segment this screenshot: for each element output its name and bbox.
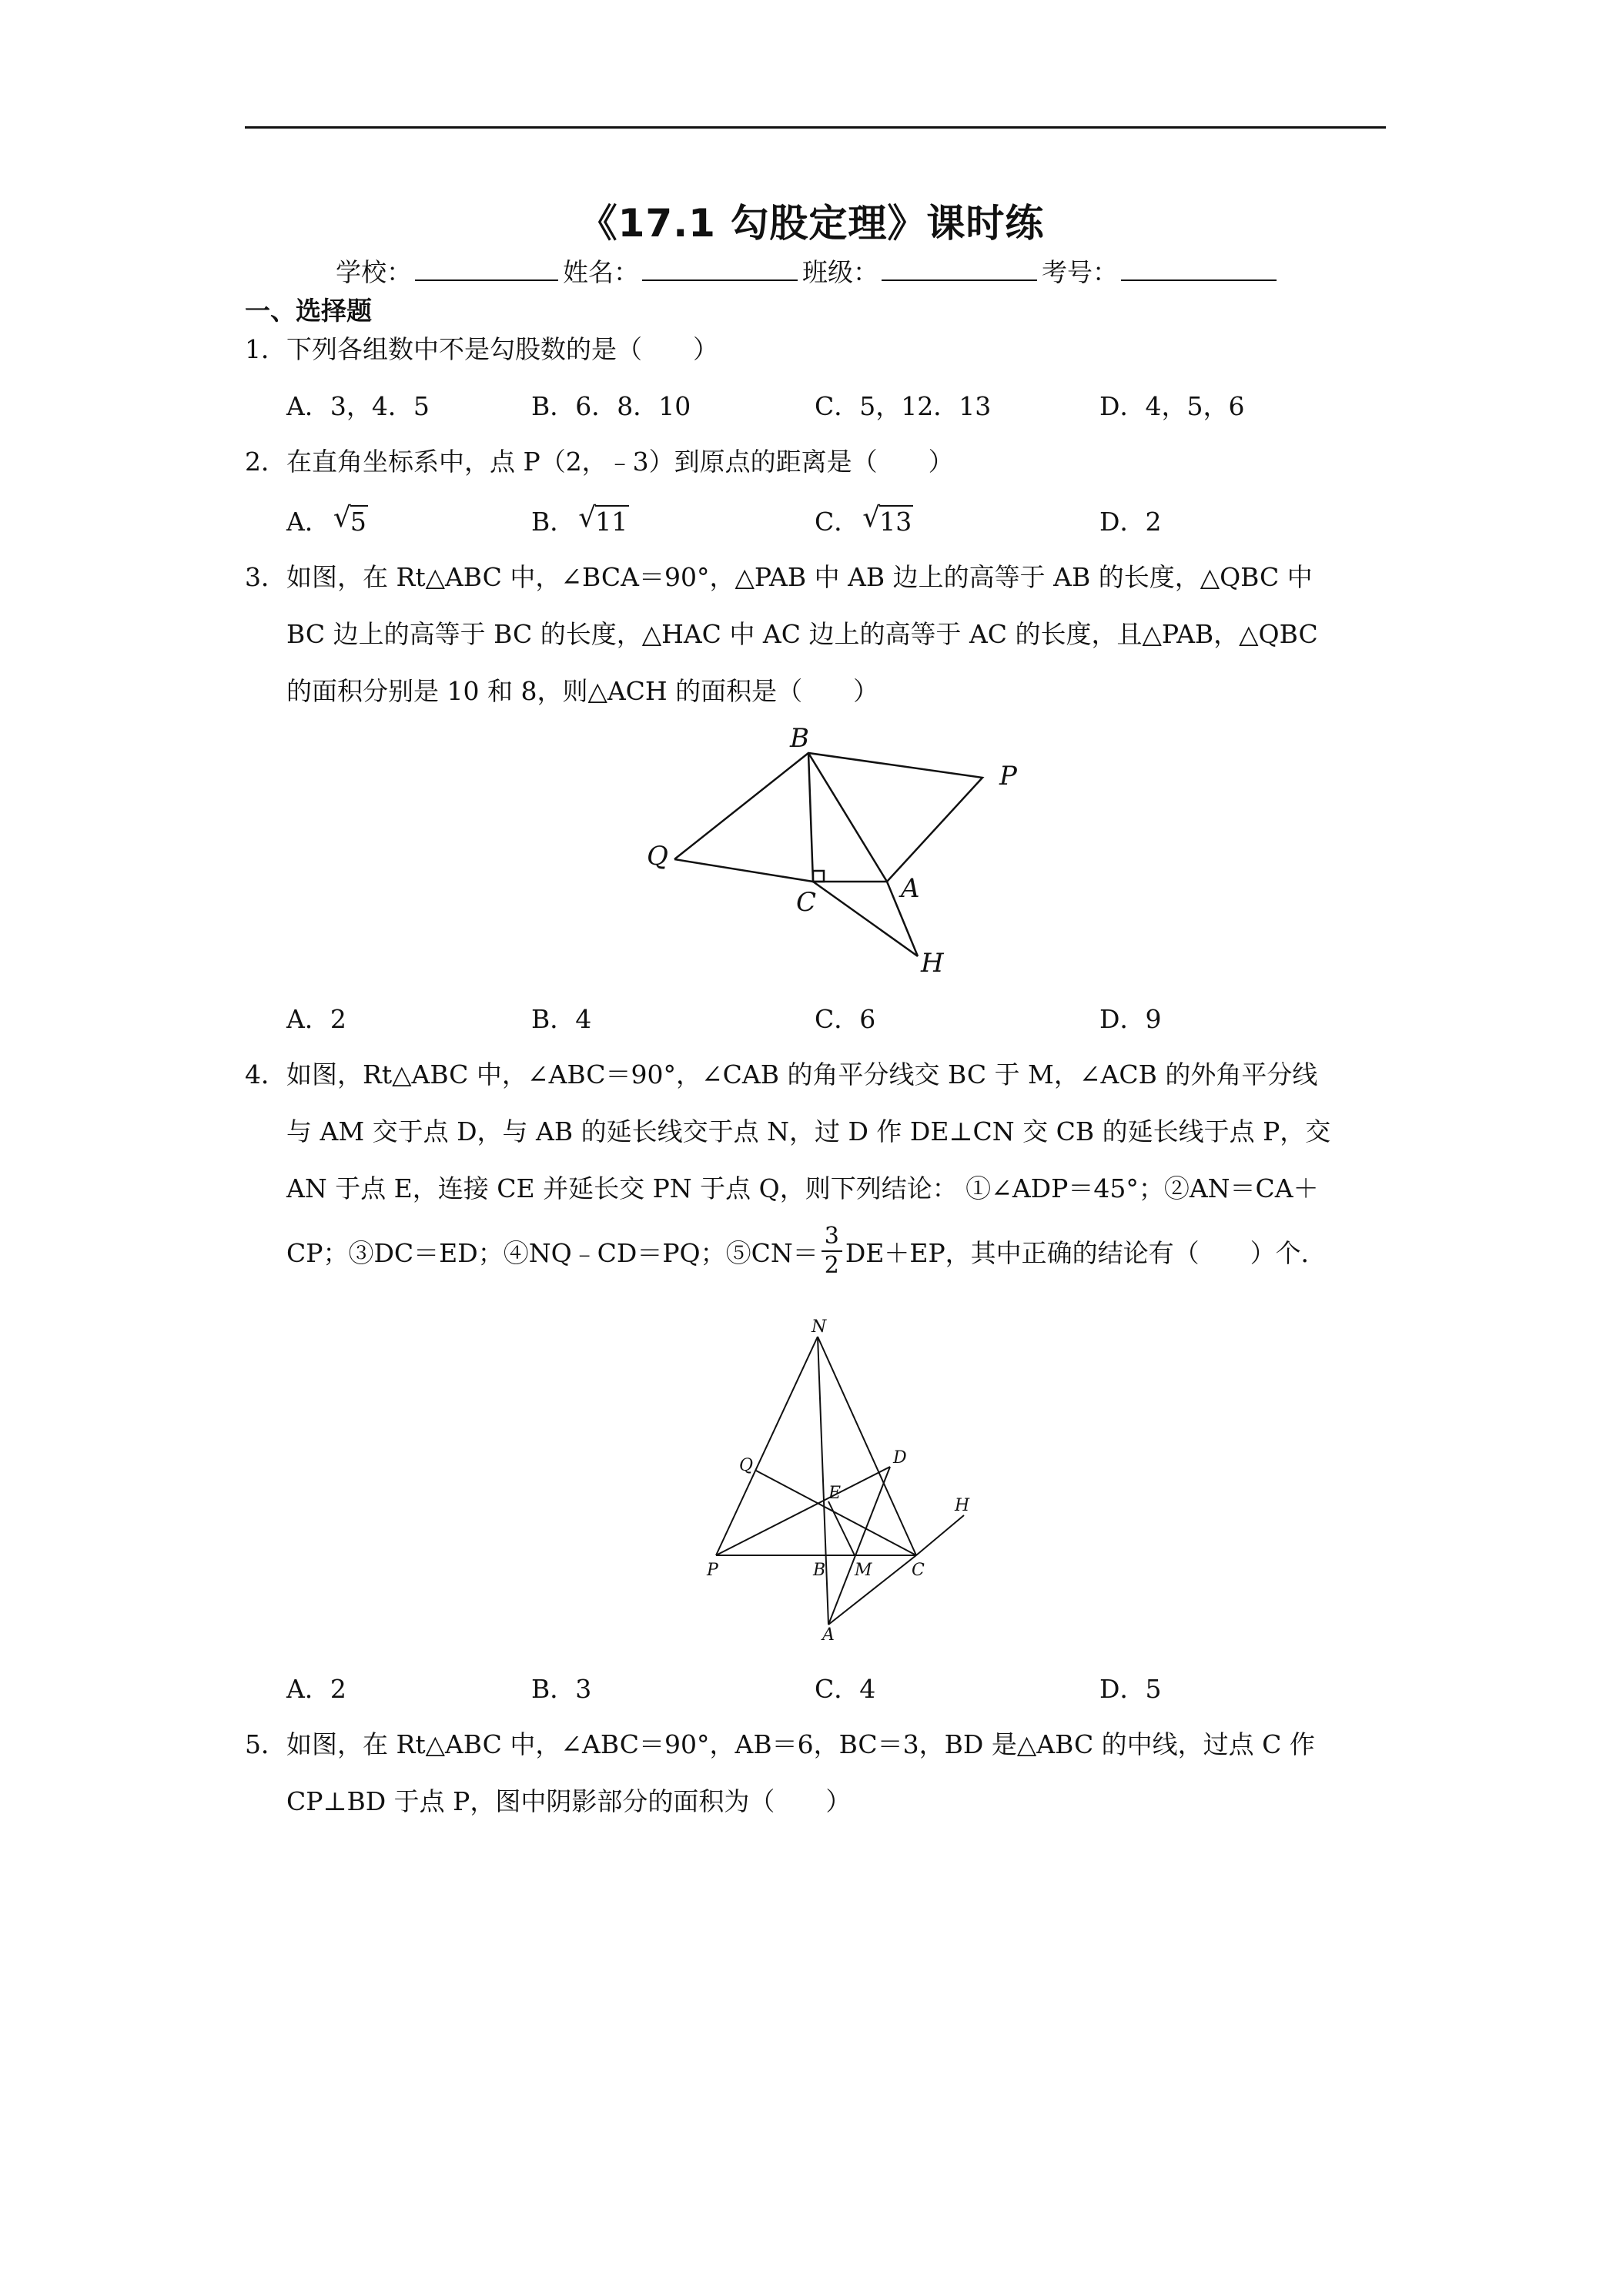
sqrt-expression: √ 13 (862, 502, 912, 537)
question-1-option-d: D．4，5，6 (1099, 391, 1245, 421)
figure-label: E (828, 1484, 842, 1503)
question-3-option-b: B．4 (531, 1004, 592, 1034)
question-4-option-a: A．2 (286, 1674, 346, 1704)
figure-label: D (893, 1448, 907, 1468)
question-2-option-a (286, 502, 366, 538)
figure-label: H (921, 948, 944, 979)
question-1-text: 1．下列各组数中不是勾股数的是（ ） (245, 334, 718, 364)
school-blank (415, 258, 558, 281)
question-4-option-c: C．4 (815, 1674, 876, 1704)
figure-label: A (901, 873, 920, 904)
question-5-line-1: 5．如图，在 Rt△ABC 中，∠ABC＝90°，AB＝6，BC＝3，BD 是△ABC 的中线，过点 C 作 (245, 1729, 1315, 1759)
sqrt-expression: √ 11 (578, 502, 628, 537)
line-text: CP；③DC＝ED；④NQ﹣CD＝PQ；⑤CN＝ (286, 1237, 818, 1268)
figure-label: Q (739, 1456, 754, 1475)
option-letter: C． (815, 507, 860, 537)
figure-label: P (999, 761, 1017, 792)
figure-label: C (912, 1561, 925, 1580)
school-label: 学校： (336, 257, 412, 287)
question-4-option-d: D．5 (1099, 1674, 1162, 1704)
question-3-line-1: 3．如图，在 Rt△ABC 中，∠BCA＝90°，△PAB 中 AB 边上的高等于 AB 的长度，△QBC 中 (245, 562, 1313, 592)
question-4-figure (693, 1317, 986, 1645)
question-3-option-a: A．2 (286, 1004, 346, 1034)
question-2-option-d: D．2 (1099, 507, 1162, 537)
figure-label: C (796, 887, 817, 918)
exam-no-blank (1121, 258, 1277, 281)
question-5-line-2: CP⊥BD 于点 P，图中阴影部分的面积为（ ） (286, 1786, 852, 1816)
figure-label: Q (647, 841, 668, 872)
header-rule (245, 126, 1386, 129)
question-2-option-c (815, 502, 912, 538)
fraction-denominator: 2 (824, 1252, 839, 1279)
question-4-line-2: 与 AM 交于点 D，与 AB 的延长线交于点 N，过 D 作 DE⊥CN 交 CB 的延长线于点 P，交 (286, 1116, 1331, 1146)
question-4-line-4 (286, 1223, 1327, 1280)
section-title: 一、选择题 (245, 296, 372, 326)
question-3-option-c: C．6 (815, 1004, 876, 1034)
option-letter: B． (531, 507, 576, 537)
question-1-option-a: A．3，4．5 (286, 391, 430, 421)
question-4-line-3: AN 于点 E，连接 CE 并延长交 PN 于点 Q，则下列结论： ①∠ADP＝45°；②AN＝CA＋ (286, 1173, 1319, 1203)
line-text: DE＋EP，其中正确的结论有（ ）个． (845, 1237, 1327, 1268)
fraction-numerator: 3 (822, 1223, 842, 1252)
figure-label: A (822, 1625, 835, 1645)
sqrt-value: 5 (350, 507, 366, 537)
name-label: 姓名： (563, 257, 639, 287)
sqrt-expression: √ 5 (333, 502, 366, 537)
sqrt-value: 13 (879, 507, 912, 537)
question-3-figure (639, 724, 1039, 986)
name-blank (642, 258, 798, 281)
question-4-option-b: B．3 (531, 1674, 592, 1704)
page-title: 《17.1 勾股定理》课时练 (578, 201, 1045, 246)
figure-label: P (707, 1561, 718, 1580)
figure-label: B (790, 723, 809, 754)
question-2-text: 2．在直角坐标系中，点 P（2，﹣3）到原点的距离是（ ） (245, 447, 954, 477)
figure-label: N (812, 1317, 827, 1337)
question-3-line-2: BC 边上的高等于 BC 的长度，△HAC 中 AC 边上的高等于 AC 的长度，且△PAB，△QBC (286, 619, 1318, 649)
class-label: 班级： (802, 257, 878, 287)
figure-label: M (855, 1561, 872, 1580)
question-1-option-b: B．6．8．10 (531, 391, 691, 421)
class-blank (882, 258, 1037, 281)
exam-no-label: 考号： (1042, 257, 1118, 287)
figure-label: H (955, 1496, 970, 1515)
question-3-line-3: 的面积分别是 10 和 8，则△ACH 的面积是（ ） (286, 676, 879, 706)
question-2-option-b (531, 502, 627, 538)
figure-label: B (813, 1561, 826, 1580)
option-letter: A． (286, 507, 330, 537)
question-4-line-1: 4．如图，Rt△ABC 中，∠ABC＝90°，∠CAB 的角平分线交 BC 于 M，∠ACB 的外角平分线 (245, 1059, 1318, 1089)
question-1-option-c: C．5，12．13 (815, 391, 992, 421)
student-info-line (336, 253, 1281, 289)
fraction (822, 1223, 842, 1280)
question-3-option-d: D．9 (1099, 1004, 1162, 1034)
sqrt-value: 11 (595, 507, 628, 537)
